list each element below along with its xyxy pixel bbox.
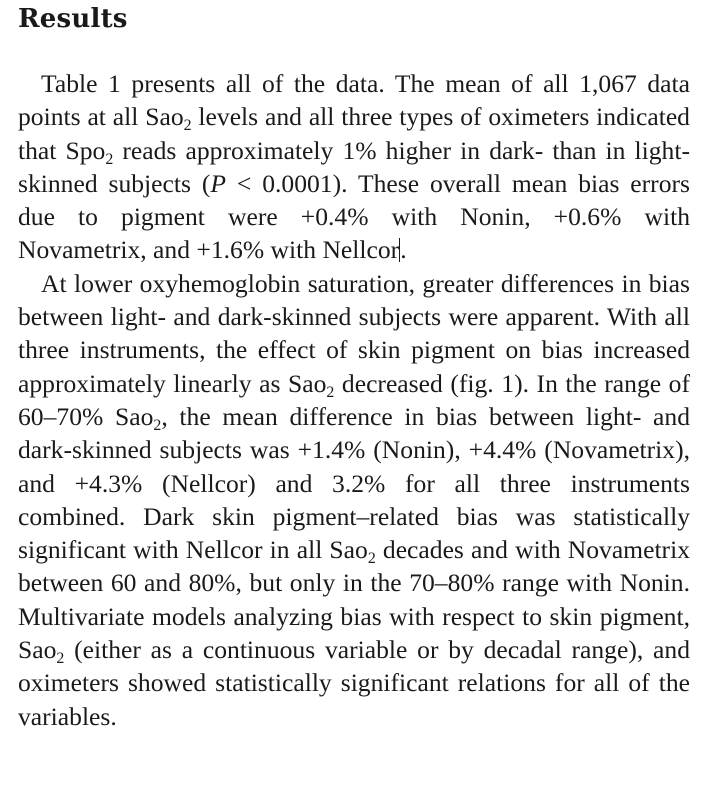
document-page <box>18 4 690 733</box>
results-paragraph-2 <box>18 267 690 733</box>
p1-text-3: reads approximately 1% higher in dark- than in light-skinned subjects ( <box>18 135 690 198</box>
p2-subscript-3: 2 <box>367 550 376 568</box>
p2-text-4: decades and with Novametrix between 60 and 80%, but only in the 70–80% range with Nonin. Multivariate models analyzing bias with respect to skin pigment, Sao <box>18 535 690 665</box>
section-heading: Results <box>18 4 128 34</box>
p2-text-5: (either as a continuous variable or by decadal range), and oximeters showed statistically significant relations for all of the variables. <box>18 635 690 731</box>
p2-subscript-2: 2 <box>153 417 162 435</box>
p2-text-2: decreased (fig. 1). In the range of 60–70% Sao <box>18 368 690 431</box>
p1-text-5: . <box>400 235 407 265</box>
p2-text-1: At lower oxyhemoglobin saturation, greater differences in bias between light- and dark-skinned subjects were apparent. With all three instruments, the effect of skin pigment on bias increased approximately linearly as Sao <box>18 268 690 398</box>
p1-text-1: Table 1 presents all of the data. The mean of all 1,067 data points at all Sao <box>18 69 690 132</box>
p1-text-2: levels and all three types of oximeters indicated that Spo <box>18 102 690 165</box>
p2-subscript-1: 2 <box>326 383 335 401</box>
p2-text-3: , the mean difference in bias between light- and dark-skinned subjects was +1.4% (Nonin), +4.4% (Novametrix), and +4.3% (Nellcor) and 3.2% for all three instruments combined. Dark skin pigment–related bias was statistically significant with Nellcor in all Sao <box>18 401 690 565</box>
p1-text-4: < 0.0001). These overall mean bias errors due to pigment were +0.4% with Nonin, +0.6% with Novametrix, and +1.6% with Nellcor <box>18 168 690 265</box>
p2-subscript-4: 2 <box>56 650 65 668</box>
results-paragraph-1 <box>18 67 690 267</box>
p-value-symbol: P <box>210 168 227 198</box>
p1-subscript-1: 2 <box>183 117 192 135</box>
p1-subscript-2: 2 <box>105 150 114 168</box>
